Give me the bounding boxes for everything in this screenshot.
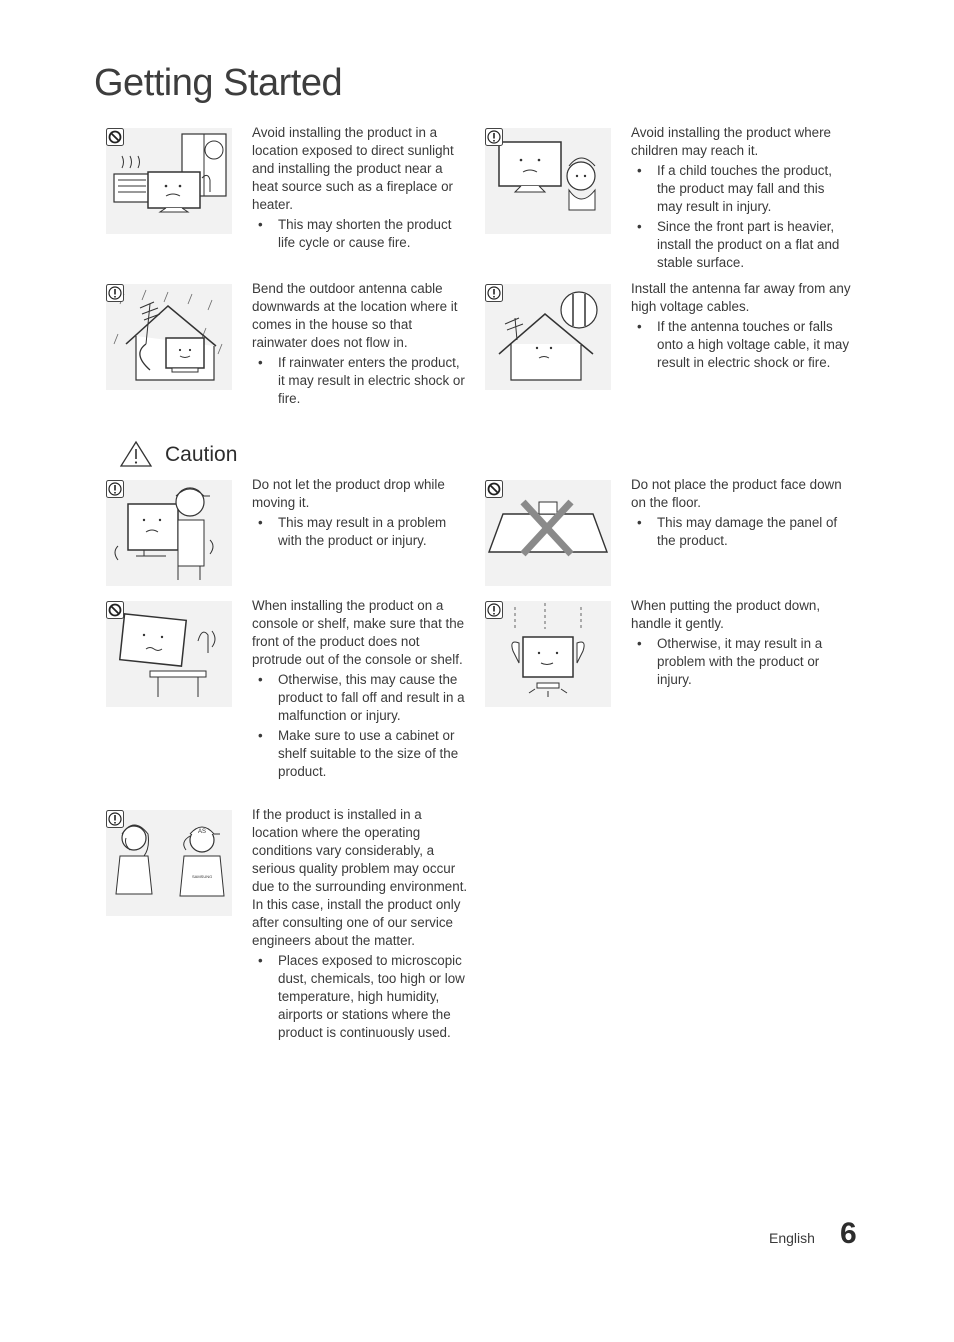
item-children [631, 124, 853, 274]
bullet-item: • Since the front part is heavier, install the product on a flat and stable surface. [631, 218, 853, 272]
bullet-item: • Otherwise, it may result in a problem with the product or injury. [631, 635, 853, 689]
caution-icon [485, 284, 503, 302]
item-drop-product [252, 476, 468, 552]
caution-heading [119, 440, 238, 470]
bullet-item: • Places exposed to microscopic dust, chemicals, too high or low temperature, high humidity, airports or stations where the product is continuously used. [252, 952, 468, 1042]
illustration-drop-product [106, 480, 232, 586]
service-shirt-label: SAMSUNG [192, 874, 213, 879]
bullet-item: • If the antenna touches or falls onto a high voltage cable, it may result in electric shock or fire. [631, 318, 853, 372]
item-text: Avoid installing the product where children may reach it. [631, 125, 831, 158]
item-text: Do not place the product face down on the floor. [631, 477, 842, 510]
caution-icon [106, 810, 124, 828]
bullet-item: • If a child touches the product, the product may fall and this may result in injury. [631, 162, 853, 216]
bullet-item: • This may damage the panel of the product. [631, 514, 853, 550]
item-heat-source [252, 124, 468, 254]
illustration-antenna-cable [106, 284, 232, 390]
item-text: Do not let the product drop while moving it. [252, 477, 445, 510]
bullet-item: • This may shorten the product life cycle or cause fire. [252, 216, 468, 252]
caution-label: Caution [165, 443, 238, 466]
item-text: Install the antenna far away from any high voltage cables. [631, 281, 851, 314]
item-text: When installing the product on a console or shelf, make sure that the front of the product does not protrude out of the console or shelf. [252, 598, 465, 667]
caution-icon [106, 480, 124, 498]
item-text: Bend the outdoor antenna cable downwards at the location where it comes in the house so that rainwater does not flow in. [252, 281, 458, 350]
illustration-high-voltage [485, 284, 611, 390]
prohibition-icon [106, 601, 124, 619]
illustration-face-down [485, 480, 611, 586]
illustration-service-engineer [106, 810, 232, 916]
item-text: Avoid installing the product in a location exposed to direct sunlight and installing the product near a heat source such as a fireplace or heater. [252, 125, 454, 212]
item-antenna-cable [252, 280, 468, 410]
illustration-put-down-gently [485, 601, 611, 707]
footer-language: English [769, 1230, 815, 1246]
item-console-shelf [252, 597, 468, 783]
caution-icon [106, 284, 124, 302]
illustration-child [485, 128, 611, 234]
warning-triangle-icon [119, 440, 153, 468]
item-text: When putting the product down, handle it gently. [631, 598, 821, 631]
bullet-item: • If rainwater enters the product, it may result in electric shock or fire. [252, 354, 468, 408]
caution-icon [485, 128, 503, 146]
caution-icon [485, 601, 503, 619]
bullet-item: • Otherwise, this may cause the product to fall off and result in a malfunction or injury. [252, 671, 468, 725]
item-high-voltage [631, 280, 853, 374]
illustration-heat-source [106, 128, 232, 234]
item-face-down [631, 476, 853, 552]
page-title: Getting Started [94, 62, 343, 104]
bullet-item: • This may result in a problem with the product or injury. [252, 514, 468, 550]
page-number: 6 [840, 1217, 857, 1250]
illustration-console-shelf [106, 601, 232, 707]
service-cap-label: AS [198, 829, 207, 835]
prohibition-icon [485, 480, 503, 498]
item-put-down-gently [631, 597, 853, 691]
bullet-item: • Make sure to use a cabinet or shelf suitable to the size of the product. [252, 727, 468, 781]
item-text: If the product is installed in a location where the operating conditions vary considerably, a serious quality problem may occur due to the surrounding environment. In this case, install the product only after consulting one of our service engineers about the matter. [252, 807, 468, 948]
prohibition-icon [106, 128, 124, 146]
item-operating-conditions [252, 806, 468, 1044]
